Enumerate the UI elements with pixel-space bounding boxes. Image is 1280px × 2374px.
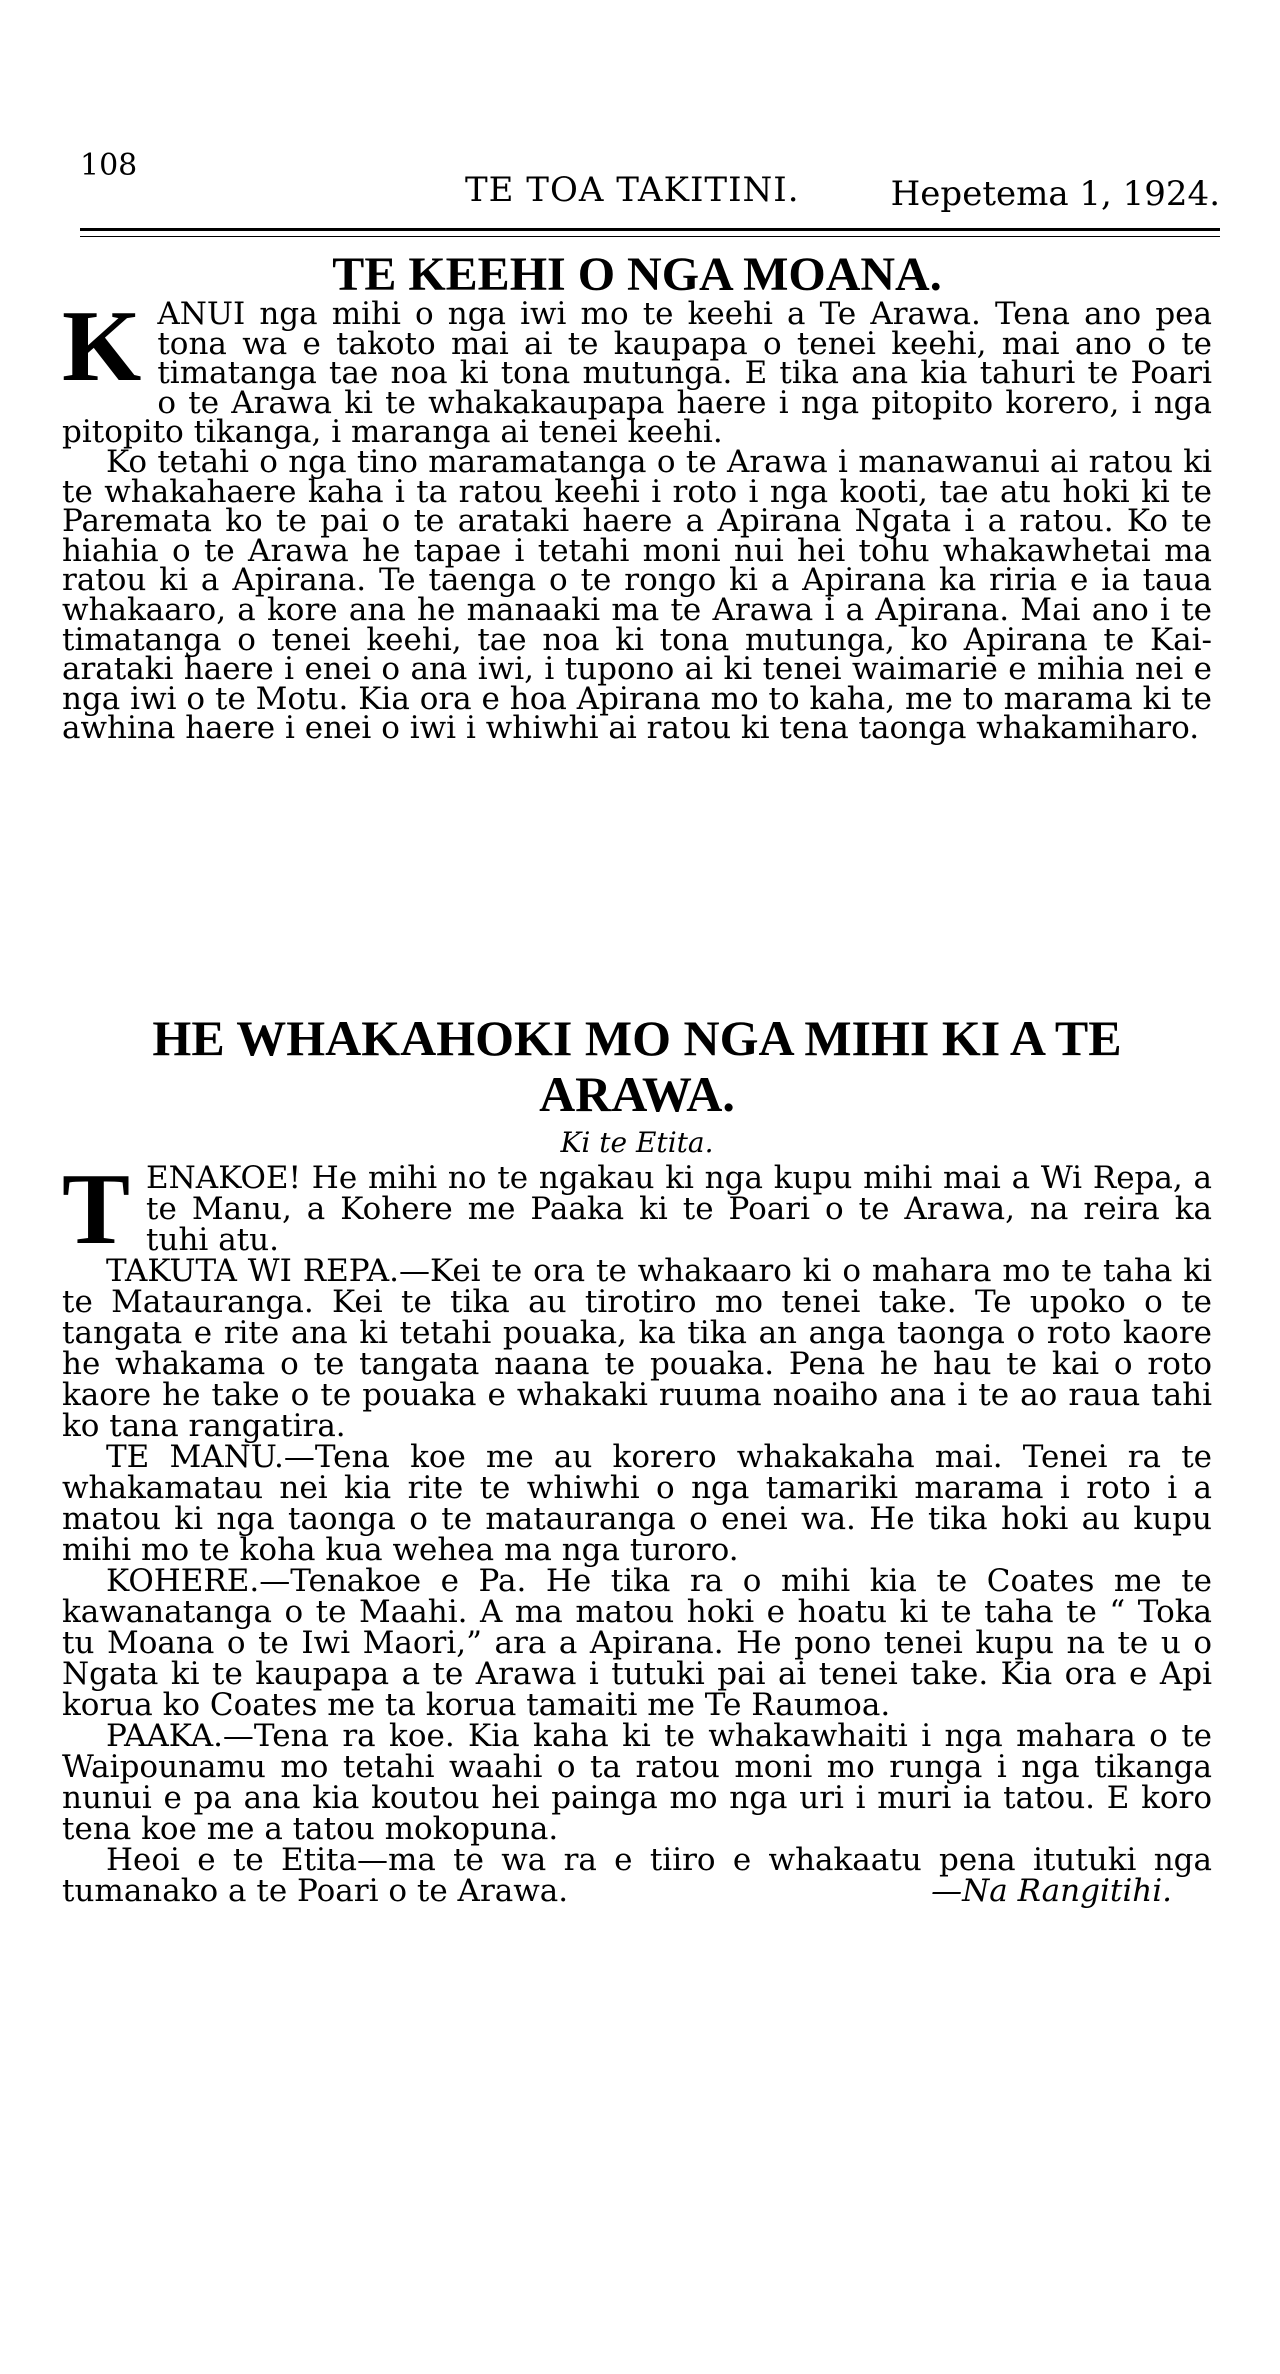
article-subtitle: Ki te Etita. xyxy=(560,1126,714,1159)
article-paragraph: TENAKOE! He mihi no te ngakau ki nga kupu mihi mai a Wi Repa, a te Manu, a Kohere me Paaka ki te Poari o te Arawa, na reira ka tuhi atu. xyxy=(62,1153,1212,1266)
header-rule-thick xyxy=(80,228,1220,231)
article-keehi xyxy=(62,248,1212,747)
page-number: 108 xyxy=(80,148,138,183)
article-paragraph: TAKUTA WI REPA.—Kei te ora te whakaaro ki o mahara mo te taha ki te Matauranga. Kei te tika au tirotiro mo tenei take. Te upoko o te tangata e rite ana ki tetahi pouaka, ka tika an anga taonga o roto kaore he whakama o te tangata naana te pouaka. Pena he hau te kai o roto kaore he take o te pouaka e whakaki ruuma noaiho ana i te ao raua tahi ko tana rangatira. xyxy=(62,1253,1212,1444)
drop-cap: T xyxy=(62,1153,131,1266)
publication-title: TE TOA TAKITINI. xyxy=(465,170,800,210)
article-whakahoki xyxy=(62,1010,1212,1907)
article-paragraph: PAAKA.—Tena ra koe. Kia kaha ki te whakawhaiti i nga mahara o te Waipounamu mo tetahi waahi o ta ratou moni mo runga i nga tikanga nunui e pa ana kia koutou hei painga mo nga uri i muri ia tatou. E koro tena koe me a tatou mokopuna. xyxy=(62,1718,1212,1847)
issue-date: Hepetema 1, 1924. xyxy=(890,174,1220,214)
signature: —Na Rangitihi. xyxy=(931,1873,1172,1909)
article-paragraph: Heoi e te Etita—ma te wa ra e tiiro e whakaatu pena itutuki nga tumanako a te Poari o te Arawa. —Na Rangitihi. xyxy=(62,1842,1212,1909)
page-header xyxy=(80,148,1220,214)
article-paragraph: TE MANU.—Tena koe me au korero whakakaha mai. Tenei ra te whakamatau nei kia rite te whiwhi o nga tamariki marama i roto i a matou ki nga taonga o te matauranga o enei wa. He tika hoki au kupu mihi mo te koha kua wehea ma nga turoro. xyxy=(62,1439,1212,1568)
article-paragraph: KANUI nga mihi o nga iwi mo te keehi a Te Arawa. Tena ano pea tona wa e takoto mai ai te kaupapa o tenei keehi, mai ano o te timatanga tae noa ki tona mutunga. E tika ana kia tahuri te Poari o te Arawa ki te whakakaupapa haere i nga pitopito korero, i nga pitopito tikanga, i maranga ai tenei keehi. xyxy=(62,290,1212,451)
article-paragraph: Ko tetahi o nga tino maramatanga o te Arawa i manawanui ai ratou ki te whakahaere kaha i ta ratou keehi i roto i nga kooti, tae atu hoki ki te Paremata ko te pai o te arataki haere a Apirana Ngata i a ratou. Ko te hiahia o te Arawa he tapae i tetahi moni nui hei tohu whakawhetai ma ratou ki a Apirana. Te taenga o te rongo ki a Apirana ka riria e ia taua whakaaro, a kore ana he manaaki ma te Arawa i a Apirana. Mai ano i te timatanga o tenei keehi, tae noa ki tona mutunga, ko Apirana te Kai-arataki haere i enei o ana iwi, i tupono ai ki tenei waimarie e mihia nei e nga iwi o te Motu. Kia ora e hoa Apirana mo to kaha, me to marama ki te awhina haere i enei o iwi i whiwhi ai ratou ki tena taonga whakamiharo. xyxy=(62,443,1212,747)
article-title: TE KEEHI O NGA MOANA. xyxy=(332,248,942,301)
article-title: HE WHAKAHOKI MO NGA MIHI KI A TE ARAWA. xyxy=(152,1010,1122,1122)
article-paragraph: KOHERE.—Tenakoe e Pa. He tika ra o mihi kia te Coates me te kawanatanga o te Maahi. A ma matou hoki e hoatu ki te taha te “ Toka tu Moana o te Iwi Maori,” ara a Apirana. He pono tenei kupu na te u o Ngata ki te kaupapa a te Arawa i tutuki pai ai tenei take. Kia ora e Api korua ko Coates me ta korua tamaiti me Te Raumoa. xyxy=(62,1563,1212,1723)
drop-cap: K xyxy=(62,290,142,403)
header-rule-thin xyxy=(80,236,1220,237)
